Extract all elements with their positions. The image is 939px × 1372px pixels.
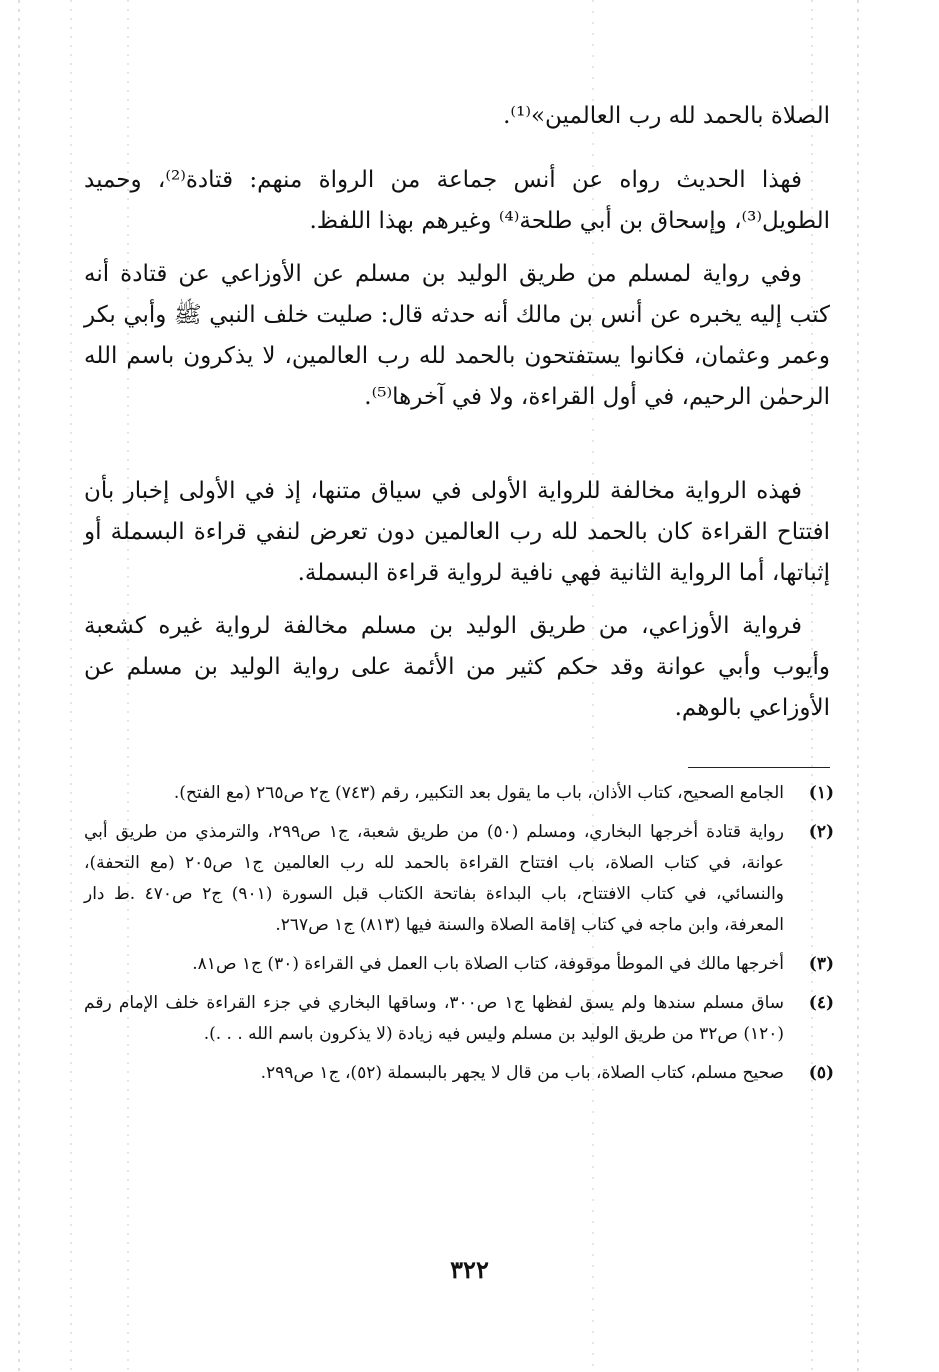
- footnote-4: [84, 988, 834, 1050]
- footnote-3: [84, 949, 834, 980]
- footnote-text: صحيح مسلم، كتاب الصلاة، باب من قال لا يجهر بالبسملة (٥٢)، ج١ ص٢٩٩.: [260, 1063, 784, 1083]
- paragraph-3: [84, 471, 830, 594]
- paragraph-2-text: وفي رواية لمسلم من طريق الوليد بن مسلم عن الأوزاعي عن قتادة أنه كتب إليه يخبره عن أنس بن مالك أنه حدثه قال: صليت خلف النبي ﷺ وأبي بكر وعمر وعثمان، فكانوا يستفتحون بالحمد لله رب العالمين، لا يذكرون باسم الله الرحمٰن الرحيم، في أول القراءة، ولا في آخرها⁽⁵⁾.: [84, 261, 830, 410]
- footnotes: [84, 778, 834, 1097]
- footnote-number: (٢): [808, 822, 834, 842]
- footnote-text: أخرجها مالك في الموطأ موقوفة، كتاب الصلاة باب العمل في القراءة (٣٠) ج١ ص٨١.: [192, 954, 784, 974]
- page-number: ٣٢٢: [450, 1255, 489, 1284]
- paragraph-4-text: فرواية الأوزاعي، من طريق الوليد بن مسلم مخالفة لرواية غيره كشعبة وأيوب وأبي عوانة وقد حكم كثير من الأئمة على رواية الوليد بن مسلم عن الأوزاعي بالوهم.: [84, 613, 830, 721]
- footnote-number: (٣): [808, 954, 834, 974]
- footnote-text: رواية قتادة أخرجها البخاري، ومسلم (٥٠) من طريق شعبة، ج١ ص٢٩٩، والترمذي من طريق أبي عوانة، في كتاب الصلاة، باب افتتاح القراءة بالحمد لله رب العالمين ج١ ص٢٠٥ (مع التحفة)، والنسائي، في كتاب الافتتاح، باب البداءة بفاتحة الكتاب قبل السورة (٩٠١) ج٢ ص٤٧٠ .ط دار المعرفة، وابن ماجه في كتاب إقامة الصلاة والسنة فيها (٨١٣) ج١ ص٢٦٧.: [84, 822, 785, 935]
- paragraph-1-text: فهذا الحديث رواه عن أنس جماعة من الرواة منهم: قتادة⁽²⁾، وحميد الطويل⁽³⁾، وإسحاق بن أبي طلحة⁽⁴⁾ وغيرهم بهذا اللفظ.: [84, 167, 830, 234]
- paragraph-3-text: فهذه الرواية مخالفة للرواية الأولى في سياق متنها، إذ في الأولى إخبار بأن افتتاح القراءة كان بالحمد لله رب العالمين دون تعرض لنفي قراءة البسملة أو إثباتها، أما الرواية الثانية فهي نافية لرواية قراءة البسملة.: [84, 478, 830, 586]
- footnote-number: (١): [808, 783, 834, 803]
- paragraph-4: [84, 606, 830, 729]
- footnote-1: [84, 778, 834, 809]
- paragraph-1: [84, 160, 830, 242]
- footnote-number: (٤): [808, 993, 834, 1013]
- footnote-2: [84, 817, 834, 941]
- footnote-5: [84, 1058, 834, 1089]
- paragraph-2: [84, 254, 830, 418]
- continued-line: [84, 96, 830, 137]
- footnote-text: ساق مسلم سندها ولم يسق لفظها ج١ ص٣٠٠، وساقها البخاري في جزء القراءة خلف الإمام رقم (١٢٠) ص٣٢ من طريق الوليد بن مسلم وليس فيه زيادة (لا يذكرون باسم الله . . .).: [84, 993, 784, 1044]
- continued-line-text: الصلاة بالحمد لله رب العالمين»⁽¹⁾.: [503, 103, 830, 129]
- footnote-text: الجامع الصحيح، كتاب الأذان، باب ما يقول بعد التكبير، رقم (٧٤٣) ج٢ ص٢٦٥ (مع الفتح).: [173, 783, 784, 803]
- footnote-number: (٥): [808, 1063, 834, 1083]
- footnote-separator: [688, 767, 830, 768]
